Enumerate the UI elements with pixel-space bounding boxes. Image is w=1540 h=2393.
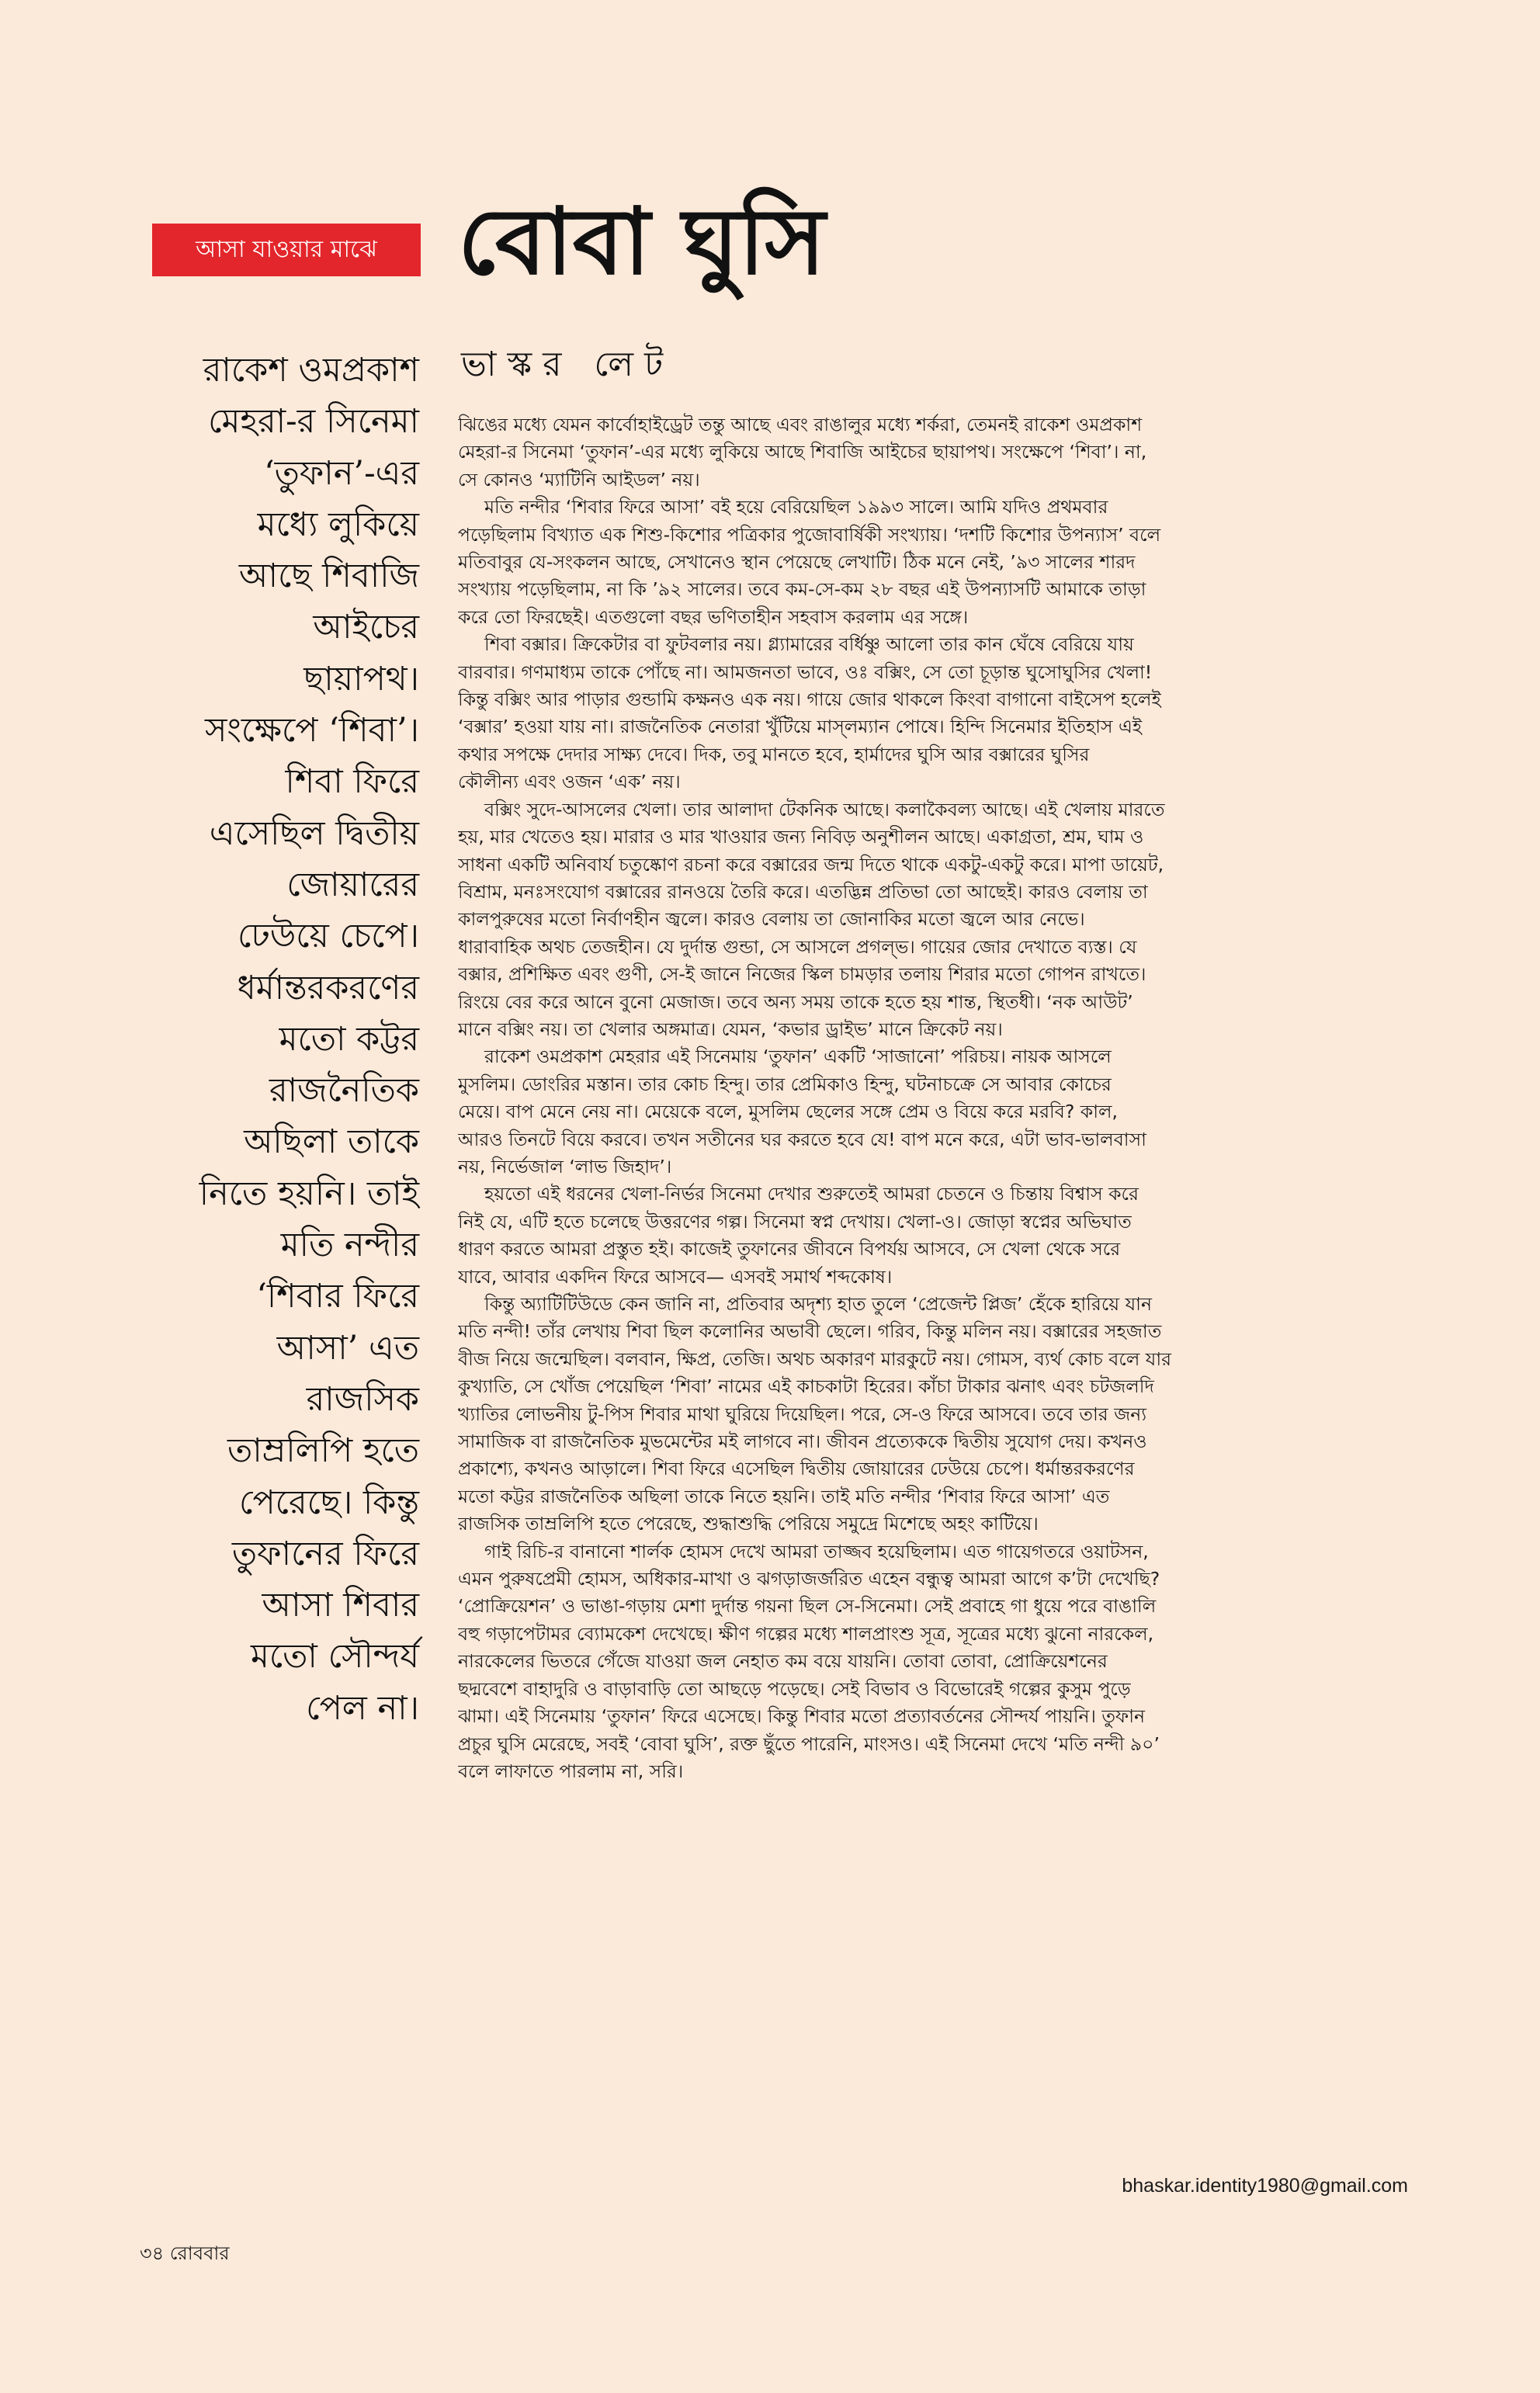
pull-quote-line: ‘তুফান’-এর xyxy=(263,453,419,493)
section-tag: আসা যাওয়ার মাঝে xyxy=(152,224,421,276)
body-text-line: কথার সপক্ষে দেদার সাক্ষ্য দেবে। দিক, তবু মানতে হবে, হার্মাদের ঘুসি আর বক্সারের ঘুসির xyxy=(458,743,1090,765)
pull-quote-line: মতি নন্দীর xyxy=(280,1226,419,1265)
body-text-line: এমন পুরুষপ্রেমী হোমস, অধিকার-মাখা ও ঝগড়াজর্জরিত এহেন বন্ধুত্ব আমরা আগে ক’টা দেখেছি? xyxy=(458,1568,1160,1590)
pull-quote-line: ‘শিবার ফিরে xyxy=(256,1277,419,1316)
body-text-line: মতো কট্টর রাজনৈতিক অছিলা তাকে নিতে হয়নি। তাই মতি নন্দীর ‘শিবার ফিরে আসা’ এত xyxy=(458,1485,1110,1507)
body-text-line: সে কোনও ‘ম্যাটিনি আইডল’ নয়। xyxy=(458,468,700,491)
body-text-line: মেহরা-র সিনেমা ‘তুফান’-এর মধ্যে লুকিয়ে আছে শিবাজি আইচের ছায়াপথ। সংক্ষেপে ‘শিবা’। না, xyxy=(458,441,1147,463)
body-text-line: রাজসিক তাম্রলিপি হতে পেরেছে, শুদ্ধাশুদ্ধি পেরিয়ে সমুদ্রে মিশেছে অহং কাটিয়ে। xyxy=(458,1513,1039,1535)
pull-quote-line: মতো কট্টর xyxy=(279,1019,419,1059)
pull-quote-line: আছে শিবাজি xyxy=(238,557,419,596)
body-text-line: কালপুরুষের মতো নির্বাণহীন জ্বলে। কারও বেলায় তা জোনাকির মতো জ্বলে আর নেভে। xyxy=(458,908,1085,931)
pull-quote-line: নিতে হয়নি। তাই xyxy=(199,1174,419,1213)
body-text-line: রাকেশ ওমপ্রকাশ মেহরার এই সিনেমায় ‘তুফান’ একটি ‘সাজানো’ পরিচয়। নায়ক আসলে xyxy=(484,1046,1112,1068)
author-byline: ভাস্কর লেট xyxy=(461,345,675,384)
pull-quote-line: তুফানের ফিরে xyxy=(231,1534,419,1573)
body-text-line: নারকেলের ভিতরে গেঁজে যাওয়া জল নেহাত কম বয়ে যায়নি। তোবা তোবা, প্রোক্রিয়েশনের xyxy=(458,1650,1108,1673)
body-text-line: মেয়ে। বাপ মেনে নেয় না। মেয়েকে বলে, মুসলিম ছেলের সঙ্গে প্রেম ও বিয়ে করে মরবি? কাল, xyxy=(458,1101,1118,1123)
pull-quote-line: পেরেছে। কিন্তু xyxy=(239,1483,419,1522)
body-text-line: নয়, নির্ভেজাল ‘লাভ জিহাদ’। xyxy=(458,1155,672,1177)
body-text-line: করে তো ফিরছেই। এতগুলো বছর ভণিতাহীন সহবাস করলাম এর সঙ্গে। xyxy=(458,605,969,628)
pull-quote-line: এসেছিল দ্বিতীয় xyxy=(209,813,419,853)
body-text-line: মুসলিম। ডোংরির মস্তান। তার কোচ হিন্দু। তার প্রেমিকাও হিন্দু, ঘটনাচক্রে সে আবার কোচের xyxy=(458,1073,1112,1095)
body-text-line: শিবা বক্সার। ক্রিকেটার বা ফুটবলার নয়। গ্ল্যামারের বর্ধিষ্ণু আলো তার কান ঘেঁষে বেরিয়ে যায় xyxy=(484,633,1134,656)
body-text-line: যাবে, আবার একদিন ফিরে আসবে— এসবই সমার্থ শব্দকোষ। xyxy=(458,1265,893,1288)
body-text-line: বক্সিং সুদে-আসলের খেলা। তার আলাদা টেকনিক আছে। কলাকৈবল্য আছে। এই খেলায় মারতে xyxy=(484,798,1165,820)
body-text-line: বীজ নিয়ে জন্মেছিল। বলবান, ক্ষিপ্র, তেজি। অথচ অকারণ মারকুটে নয়। গোমস, ব্যর্থ কোচ বলে যার xyxy=(458,1347,1172,1370)
body-text-line: মতি নন্দীর ‘শিবার ফিরে আসা’ বই হয়ে বেরিয়েছিল ১৯৯৩ সালে। আমি যদিও প্রথমবার xyxy=(484,496,1108,518)
author-email: bhaskar.identity1980@gmail.com xyxy=(1122,2175,1408,2197)
body-text-line: হয়, মার খেতেও হয়। মারার ও মার খাওয়ার জন্য নিবিড় অনুশীলন আছে। একাগ্রতা, শ্রম, ঘাম ও xyxy=(458,826,1144,848)
pull-quote-line: আইচের xyxy=(313,608,419,647)
pull-quote-line: শিবা ফিরে xyxy=(285,762,419,802)
body-text-line: ঝামা। এই সিনেমায় ‘তুফান’ ফিরে এসেছে। কিন্তু শিবার মতো প্রত্যাবর্তনের সৌন্দর্য পায়নি। তুফান xyxy=(458,1705,1146,1728)
pull-quote xyxy=(101,345,419,1734)
body-text-line: সামাজিক বা রাজনৈতিক মুভমেন্টের মই লাগবে না। জীবন প্রত্যেককে দ্বিতীয় সুযোগ দেয়। কখনও xyxy=(458,1431,1147,1453)
pull-quote-line: আসা’ এত xyxy=(276,1328,419,1368)
page-folio: ৩৪ রোববার xyxy=(140,2242,230,2264)
pull-quote-line: ধর্মান্তরকরণের xyxy=(237,968,419,1007)
body-text-line: রিংয়ে বের করে আনে বুনো মেজাজ। তবে অন্য সময় তাকে হতে হয় শান্ত, স্থিতধী। ‘নক আউট’ xyxy=(458,990,1133,1013)
body-text-line: কিন্তু অ্যাটিটিউডে কেন জানি না, প্রতিবার অদৃশ্য হাত তুলে ‘প্রেজেন্ট প্লিজ’ হেঁকে হারিয়ে যান xyxy=(484,1293,1152,1315)
body-text-line: প্রকাশ্যে, কখনও আড়ালে। শিবা ফিরে এসেছিল দ্বিতীয় জোয়ারের ঢেউয়ে চেপে। ধর্মান্তরকরণের xyxy=(458,1458,1135,1480)
body-text-line: ঝিঙের মধ্যে যেমন কার্বোহাইড্রেট তন্তু আছে এবং রাঙালুর মধ্যে শর্করা, তেমনই রাকেশ ওমপ্রকাশ xyxy=(458,414,1143,435)
body-text-line: বক্সার, প্রশিক্ষিত এবং গুণী, সে-ই জানে নিজের স্কিল চামড়ার তলায় শিরার মতো গোপন রাখতে। xyxy=(458,963,1146,986)
body-text-line: কুখ্যাতি, সে খোঁজ পেয়েছিল ‘শিবা’ নামের এই কাচকাটা হিরের। কাঁচা টাকার ঝনাৎ এবং চটজলদি xyxy=(458,1375,1154,1398)
body-text-line: বলে লাফাতে পারলাম না, সরি। xyxy=(458,1760,684,1782)
body-text-line: খ্যাতির লোভনীয় টু-পিস শিবার মাথা ঘুরিয়ে দিয়েছিল। পরে, সে-ও ফিরে আসবে। তবে তার জন্য xyxy=(458,1403,1147,1425)
article-body xyxy=(458,411,1409,1785)
body-text-line: ধারণ করতে আমরা প্রস্তুত হই। কাজেই তুফানের জীবনে বিপর্যয় আসবে, সে খেলা থেকে সরে xyxy=(458,1238,1121,1261)
body-text-line: কৌলীন্য এবং ওজন ‘এক’ নয়। xyxy=(458,771,681,793)
body-text-line: ‘বক্সার’ হওয়া যায় না। রাজনৈতিক নেতারা খুঁটিয়ে মাস্‌লম্যান পোষে। হিন্দি সিনেমার ইতিহাস এই xyxy=(458,716,1143,738)
body-text-line: ছদ্মবেশে বাহাদুরি ও বাড়াবাড়ি তো আছড়ে পড়েছে। সেই বিভাব ও বিভোরেই গল্পের কুসুম পুড়ে xyxy=(458,1677,1131,1700)
pull-quote-line: মেহরা-র সিনেমা xyxy=(208,402,419,442)
body-text-line: নিই যে, এটি হতে চলেছে উত্তরণের গল্প। সিনেমা স্বপ্ন দেখায়। খেলা-ও। জোড়া স্বপ্নের অভিঘাত xyxy=(458,1210,1132,1233)
pull-quote-line: রাকেশ ওমপ্রকাশ xyxy=(203,351,419,390)
body-text-line: হয়তো এই ধরনের খেলা-নির্ভর সিনেমা দেখার শুরুতেই আমরা চেতনে ও চিন্তায় বিশ্বাস করে xyxy=(484,1183,1139,1205)
pull-quote-line: মধ্যে লুকিয়ে xyxy=(257,505,419,544)
pull-quote-line: ঢেউয়ে চেপে। xyxy=(237,917,419,956)
pull-quote-line: মতো সৌন্দর্য xyxy=(251,1637,419,1677)
body-text-line: পড়েছিলাম বিখ্যাত এক শিশু-কিশোর পত্রিকার পুজোবার্ষিকী সংখ্যায়। ‘দশটি কিশোর উপন্যাস’ বলে xyxy=(458,523,1161,546)
body-text-line: ধারাবাহিক অথচ তেজহীন। যে দুর্দান্ত গুন্ডা, সে আসলে প্রগল্‌ভ। গায়ের জোর দেখাতে ব্যস্ত। যে xyxy=(458,935,1137,958)
body-text-line: মতি নন্দী! তাঁর লেখায় শিবা ছিল কলোনির অভাবী ছেলে। গরিব, কিন্তু মলিন নয়। বক্সারের সহজাত xyxy=(458,1320,1162,1343)
pull-quote-line: আসা শিবার xyxy=(262,1586,419,1625)
body-text-line: আরও তিনটে বিয়ে করবে। তখন সতীনের ঘর করতে হবে যে! বাপ মনে করে, এটা ভাব-ভালবাসা xyxy=(458,1128,1146,1150)
body-text-line: মানে বক্সিং নয়। তা খেলার অঙ্গমাত্র। যেমন, ‘কভার ড্রাইভ’ মানে ক্রিকেট নয়। xyxy=(458,1018,1003,1040)
body-text-line: প্রচুর ঘুসি মেরেছে, সবই ‘বোবা ঘুসি’, রক্ত ছুঁতে পারেনি, মাংসও। এই সিনেমা দেখে ‘মতি নন্দী ৯০’ xyxy=(458,1732,1160,1755)
pull-quote-line: রাজসিক xyxy=(306,1379,419,1419)
body-text-line: কিন্তু বক্সিং আর পাড়ার গুন্ডামি কক্ষনও এক নয়। গায়ে জোর থাকলে কিংবা বাগানো বাইসেপ হলেই xyxy=(458,688,1161,711)
body-text-line: বারবার। গণমাধ্যম তাকে পোঁছে না। আমজনতা ভাবে, ওঃ বক্সিং, সে তো চূড়ান্ত ঘুসোঘুসির খেলা! xyxy=(458,661,1153,683)
pull-quote-line: ছায়াপথ। xyxy=(303,659,419,699)
article-title: বোবা ঘুসি xyxy=(458,187,826,295)
pull-quote-line: সংক্ষেপে ‘শিবা’। xyxy=(204,711,419,751)
body-text-line: গাই রিচি-র বানানো শার্লক হোমস দেখে আমরা তাজ্জব হয়েছিলাম। এত গায়েগতরে ওয়াটসন, xyxy=(484,1540,1149,1562)
body-text-line: বিশ্রাম, মনঃসংযোগ বক্সারের রানওয়ে তৈরি করে। এতদ্ভিন্ন প্রতিভা তো আছেই। কারও বেলায় তা xyxy=(458,880,1148,903)
body-text-line: বহু গড়াপেটামর ব্যোমকেশ দেখেছে। ক্ষীণ গল্পের মধ্যে শালপ্রাংশু সূত্র, সূত্রের মধ্যে ঝুনো নারকেল, xyxy=(458,1622,1154,1645)
body-text-line: মতিবাবুর যে-সংকলন আছে, সেখানেও স্থান পেয়েছে লেখাটি। ঠিক মনে নেই, ’৯৩ সালের শারদ xyxy=(458,551,1136,574)
pull-quote-line: তাম্রলিপি হতে xyxy=(227,1431,419,1471)
pull-quote-line: অছিলা তাকে xyxy=(244,1122,419,1162)
body-text-line: ‘প্রোক্রিয়েশন’ ও ভাঙা-গড়ায় মেশা দুর্দান্ত গয়না ছিল সে-সিনেমা। সেই প্রবাহে গা ধুয়ে পরে বাঙালি xyxy=(458,1595,1157,1618)
pull-quote-line: রাজনৈতিক xyxy=(269,1071,419,1111)
pull-quote-line: জোয়ারের xyxy=(286,865,419,904)
body-text-line: সাধনা একটি অনিবার্য চতুষ্কোণ রচনা করে বক্সারের জন্ম দিতে থাকে একটু-একটু করে। মাপা ডায়েট, xyxy=(458,853,1164,876)
body-text-line: সংখ্যায় পড়েছিলাম, না কি ’৯২ সালের। তবে কম-সে-কম ২৮ বছর এই উপন্যাসটি আমাকে তাড়া xyxy=(458,578,1146,601)
pull-quote-line: পেল না। xyxy=(306,1688,419,1728)
